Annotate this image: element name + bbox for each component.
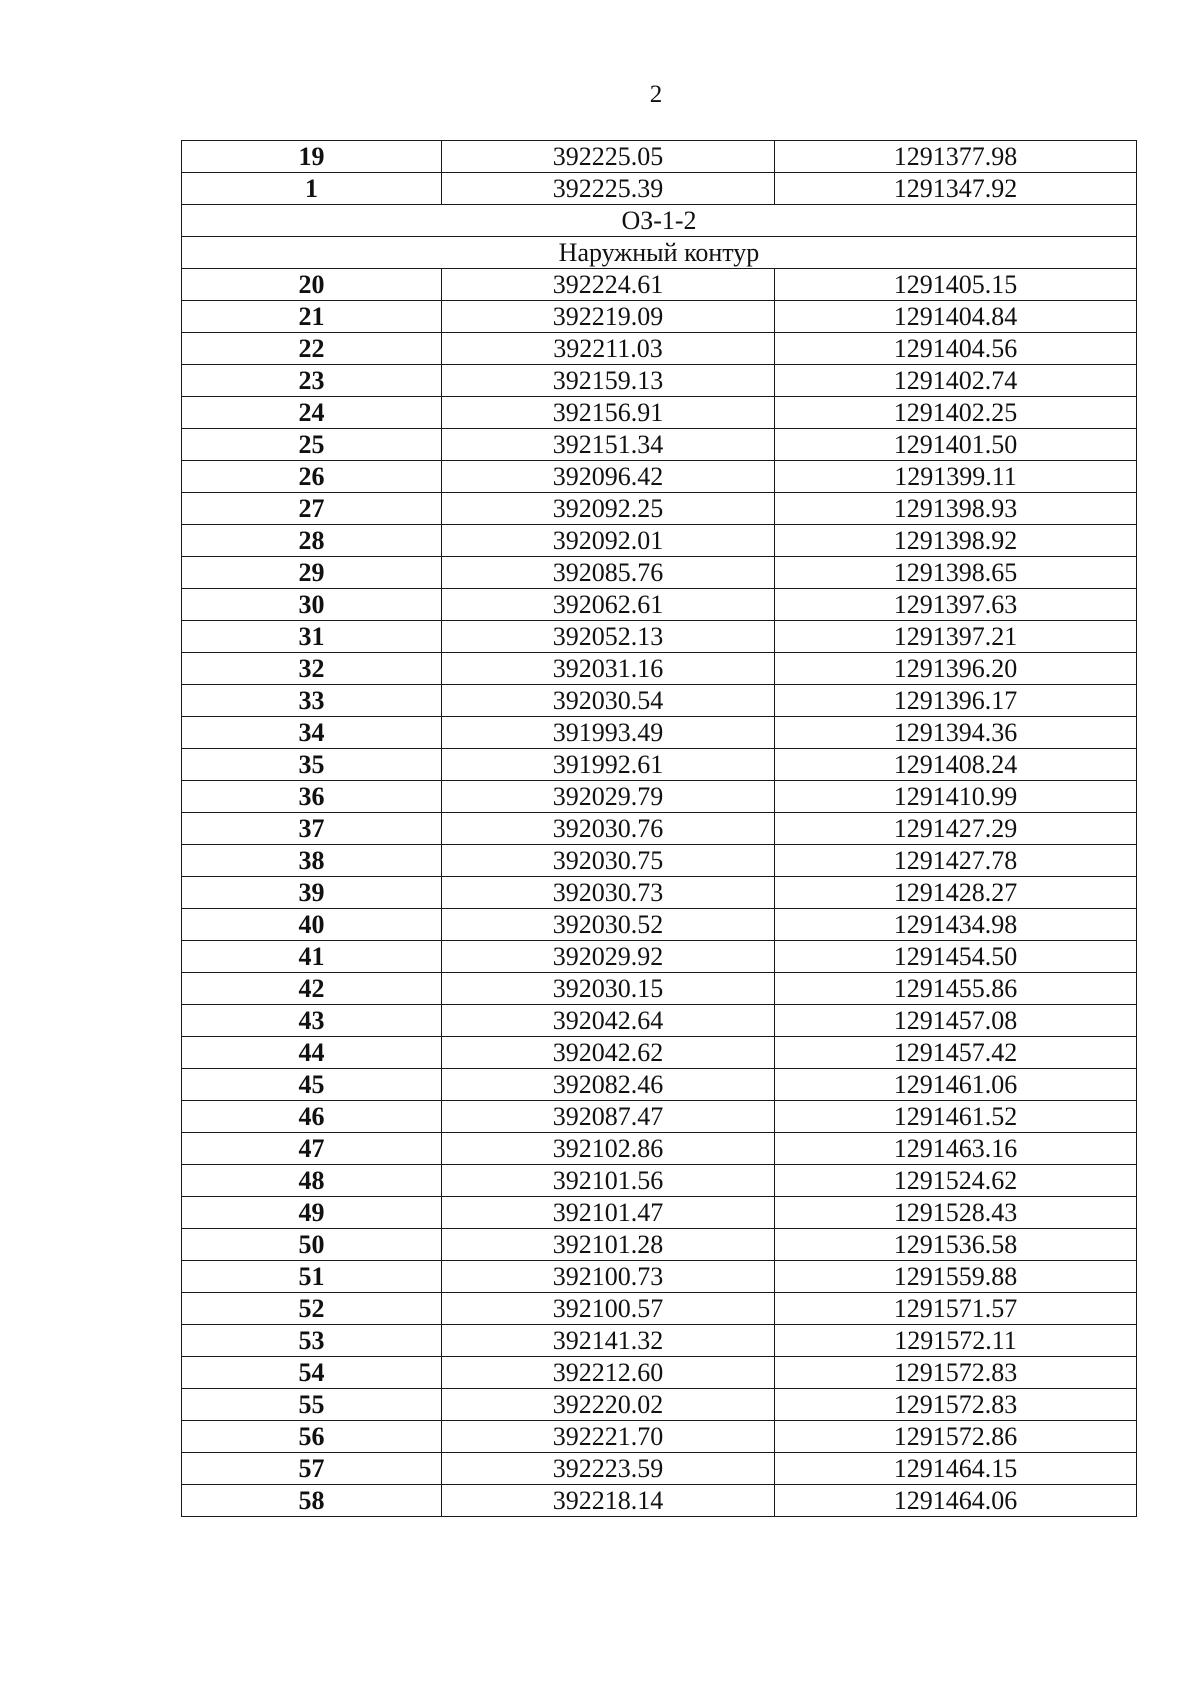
y-coordinate: 1291464.06 (775, 1485, 1137, 1517)
table-row (182, 1197, 1137, 1229)
y-coordinate: 1291463.16 (775, 1133, 1137, 1165)
y-coordinate: 1291398.92 (775, 525, 1137, 557)
y-coordinate: 1291528.43 (775, 1197, 1137, 1229)
x-coordinate: 392092.25 (442, 493, 775, 525)
x-coordinate: 392141.32 (442, 1325, 775, 1357)
point-number: 43 (182, 1005, 442, 1037)
x-coordinate: 391993.49 (442, 717, 775, 749)
point-number: 49 (182, 1197, 442, 1229)
point-number: 47 (182, 1133, 442, 1165)
x-coordinate: 392101.28 (442, 1229, 775, 1261)
point-number: 35 (182, 749, 442, 781)
y-coordinate: 1291457.42 (775, 1037, 1137, 1069)
table-row (182, 141, 1137, 173)
x-coordinate: 392085.76 (442, 557, 775, 589)
table-row (182, 493, 1137, 525)
y-coordinate: 1291461.52 (775, 1101, 1137, 1133)
point-number: 39 (182, 877, 442, 909)
point-number: 57 (182, 1453, 442, 1485)
point-number: 53 (182, 1325, 442, 1357)
point-number: 20 (182, 269, 442, 301)
table-row (182, 429, 1137, 461)
x-coordinate: 392219.09 (442, 301, 775, 333)
point-number: 21 (182, 301, 442, 333)
y-coordinate: 1291457.08 (775, 1005, 1137, 1037)
y-coordinate: 1291427.29 (775, 813, 1137, 845)
x-coordinate: 392062.61 (442, 589, 775, 621)
table-row (182, 1069, 1137, 1101)
y-coordinate: 1291404.84 (775, 301, 1137, 333)
y-coordinate: 1291572.11 (775, 1325, 1137, 1357)
x-coordinate: 392087.47 (442, 1101, 775, 1133)
section-header: ОЗ-1-2 (182, 205, 1137, 237)
table-row (182, 685, 1137, 717)
y-coordinate: 1291398.65 (775, 557, 1137, 589)
x-coordinate: 392029.79 (442, 781, 775, 813)
x-coordinate: 392218.14 (442, 1485, 775, 1517)
table-row (182, 909, 1137, 941)
x-coordinate: 392052.13 (442, 621, 775, 653)
point-number: 44 (182, 1037, 442, 1069)
y-coordinate: 1291536.58 (775, 1229, 1137, 1261)
point-number: 28 (182, 525, 442, 557)
point-number: 25 (182, 429, 442, 461)
y-coordinate: 1291402.25 (775, 397, 1137, 429)
y-coordinate: 1291427.78 (775, 845, 1137, 877)
point-number: 23 (182, 365, 442, 397)
table-row (182, 1325, 1137, 1357)
y-coordinate: 1291434.98 (775, 909, 1137, 941)
y-coordinate: 1291572.83 (775, 1357, 1137, 1389)
table-row (182, 461, 1137, 493)
point-number: 46 (182, 1101, 442, 1133)
x-coordinate: 392101.56 (442, 1165, 775, 1197)
table-row (182, 1229, 1137, 1261)
x-coordinate: 392221.70 (442, 1421, 775, 1453)
y-coordinate: 1291572.86 (775, 1421, 1137, 1453)
table-row (182, 525, 1137, 557)
point-number: 34 (182, 717, 442, 749)
table-row (182, 1389, 1137, 1421)
x-coordinate: 392156.91 (442, 397, 775, 429)
table-row (182, 653, 1137, 685)
point-number: 26 (182, 461, 442, 493)
x-coordinate: 392225.05 (442, 141, 775, 173)
x-coordinate: 392030.15 (442, 973, 775, 1005)
point-number: 51 (182, 1261, 442, 1293)
table-row (182, 1453, 1137, 1485)
table-row (182, 365, 1137, 397)
x-coordinate: 392211.03 (442, 333, 775, 365)
y-coordinate: 1291402.74 (775, 365, 1137, 397)
table-row (182, 813, 1137, 845)
point-number: 19 (182, 141, 442, 173)
y-coordinate: 1291347.92 (775, 173, 1137, 205)
x-coordinate: 392100.73 (442, 1261, 775, 1293)
y-coordinate: 1291377.98 (775, 141, 1137, 173)
x-coordinate: 392030.76 (442, 813, 775, 845)
y-coordinate: 1291405.15 (775, 269, 1137, 301)
table-row (182, 1133, 1137, 1165)
table-row (182, 973, 1137, 1005)
table-row (182, 877, 1137, 909)
table-row (182, 301, 1137, 333)
table-row (182, 1485, 1137, 1517)
x-coordinate: 392030.52 (442, 909, 775, 941)
x-coordinate: 392031.16 (442, 653, 775, 685)
table-row (182, 1037, 1137, 1069)
point-number: 41 (182, 941, 442, 973)
table-row (182, 1357, 1137, 1389)
x-coordinate: 392030.75 (442, 845, 775, 877)
y-coordinate: 1291572.83 (775, 1389, 1137, 1421)
y-coordinate: 1291559.88 (775, 1261, 1137, 1293)
table-row (182, 621, 1137, 653)
point-number: 32 (182, 653, 442, 685)
x-coordinate: 392030.73 (442, 877, 775, 909)
y-coordinate: 1291394.36 (775, 717, 1137, 749)
x-coordinate: 392151.34 (442, 429, 775, 461)
y-coordinate: 1291524.62 (775, 1165, 1137, 1197)
page-number: 2 (649, 81, 663, 108)
point-number: 48 (182, 1165, 442, 1197)
table-row (182, 1165, 1137, 1197)
point-number: 56 (182, 1421, 442, 1453)
point-number: 36 (182, 781, 442, 813)
section-header-row (182, 205, 1137, 237)
section-header: Наружный контур (182, 237, 1137, 269)
table-row (182, 941, 1137, 973)
point-number: 42 (182, 973, 442, 1005)
y-coordinate: 1291464.15 (775, 1453, 1137, 1485)
y-coordinate: 1291401.50 (775, 429, 1137, 461)
table-row (182, 717, 1137, 749)
x-coordinate: 392082.46 (442, 1069, 775, 1101)
point-number: 52 (182, 1293, 442, 1325)
x-coordinate: 392092.01 (442, 525, 775, 557)
x-coordinate: 392042.62 (442, 1037, 775, 1069)
x-coordinate: 392223.59 (442, 1453, 775, 1485)
coordinates-table-body (182, 141, 1137, 1517)
point-number: 31 (182, 621, 442, 653)
table-row (182, 173, 1137, 205)
point-number: 29 (182, 557, 442, 589)
y-coordinate: 1291455.86 (775, 973, 1137, 1005)
y-coordinate: 1291571.57 (775, 1293, 1137, 1325)
x-coordinate: 392030.54 (442, 685, 775, 717)
point-number: 50 (182, 1229, 442, 1261)
table-row (182, 269, 1137, 301)
y-coordinate: 1291398.93 (775, 493, 1137, 525)
x-coordinate: 392224.61 (442, 269, 775, 301)
x-coordinate: 392212.60 (442, 1357, 775, 1389)
point-number: 38 (182, 845, 442, 877)
x-coordinate: 392042.64 (442, 1005, 775, 1037)
table-row (182, 397, 1137, 429)
point-number: 45 (182, 1069, 442, 1101)
table-row (182, 1293, 1137, 1325)
x-coordinate: 392029.92 (442, 941, 775, 973)
point-number: 33 (182, 685, 442, 717)
y-coordinate: 1291410.99 (775, 781, 1137, 813)
x-coordinate: 392101.47 (442, 1197, 775, 1229)
point-number: 40 (182, 909, 442, 941)
table-row (182, 781, 1137, 813)
point-number: 27 (182, 493, 442, 525)
x-coordinate: 392100.57 (442, 1293, 775, 1325)
point-number: 37 (182, 813, 442, 845)
x-coordinate: 391992.61 (442, 749, 775, 781)
y-coordinate: 1291396.20 (775, 653, 1137, 685)
x-coordinate: 392220.02 (442, 1389, 775, 1421)
table-row (182, 845, 1137, 877)
point-number: 54 (182, 1357, 442, 1389)
section-header-row (182, 237, 1137, 269)
point-number: 1 (182, 173, 442, 205)
y-coordinate: 1291397.63 (775, 589, 1137, 621)
x-coordinate: 392159.13 (442, 365, 775, 397)
y-coordinate: 1291399.11 (775, 461, 1137, 493)
table-row (182, 1005, 1137, 1037)
point-number: 55 (182, 1389, 442, 1421)
table-row (182, 749, 1137, 781)
table-row (182, 589, 1137, 621)
coordinates-table (181, 140, 1137, 1517)
table-row (182, 1261, 1137, 1293)
y-coordinate: 1291428.27 (775, 877, 1137, 909)
x-coordinate: 392225.39 (442, 173, 775, 205)
y-coordinate: 1291454.50 (775, 941, 1137, 973)
y-coordinate: 1291397.21 (775, 621, 1137, 653)
x-coordinate: 392096.42 (442, 461, 775, 493)
y-coordinate: 1291396.17 (775, 685, 1137, 717)
table-row (182, 1421, 1137, 1453)
table-row (182, 557, 1137, 589)
table-row (182, 1101, 1137, 1133)
y-coordinate: 1291461.06 (775, 1069, 1137, 1101)
x-coordinate: 392102.86 (442, 1133, 775, 1165)
y-coordinate: 1291404.56 (775, 333, 1137, 365)
table-row (182, 333, 1137, 365)
point-number: 22 (182, 333, 442, 365)
point-number: 30 (182, 589, 442, 621)
y-coordinate: 1291408.24 (775, 749, 1137, 781)
point-number: 58 (182, 1485, 442, 1517)
point-number: 24 (182, 397, 442, 429)
